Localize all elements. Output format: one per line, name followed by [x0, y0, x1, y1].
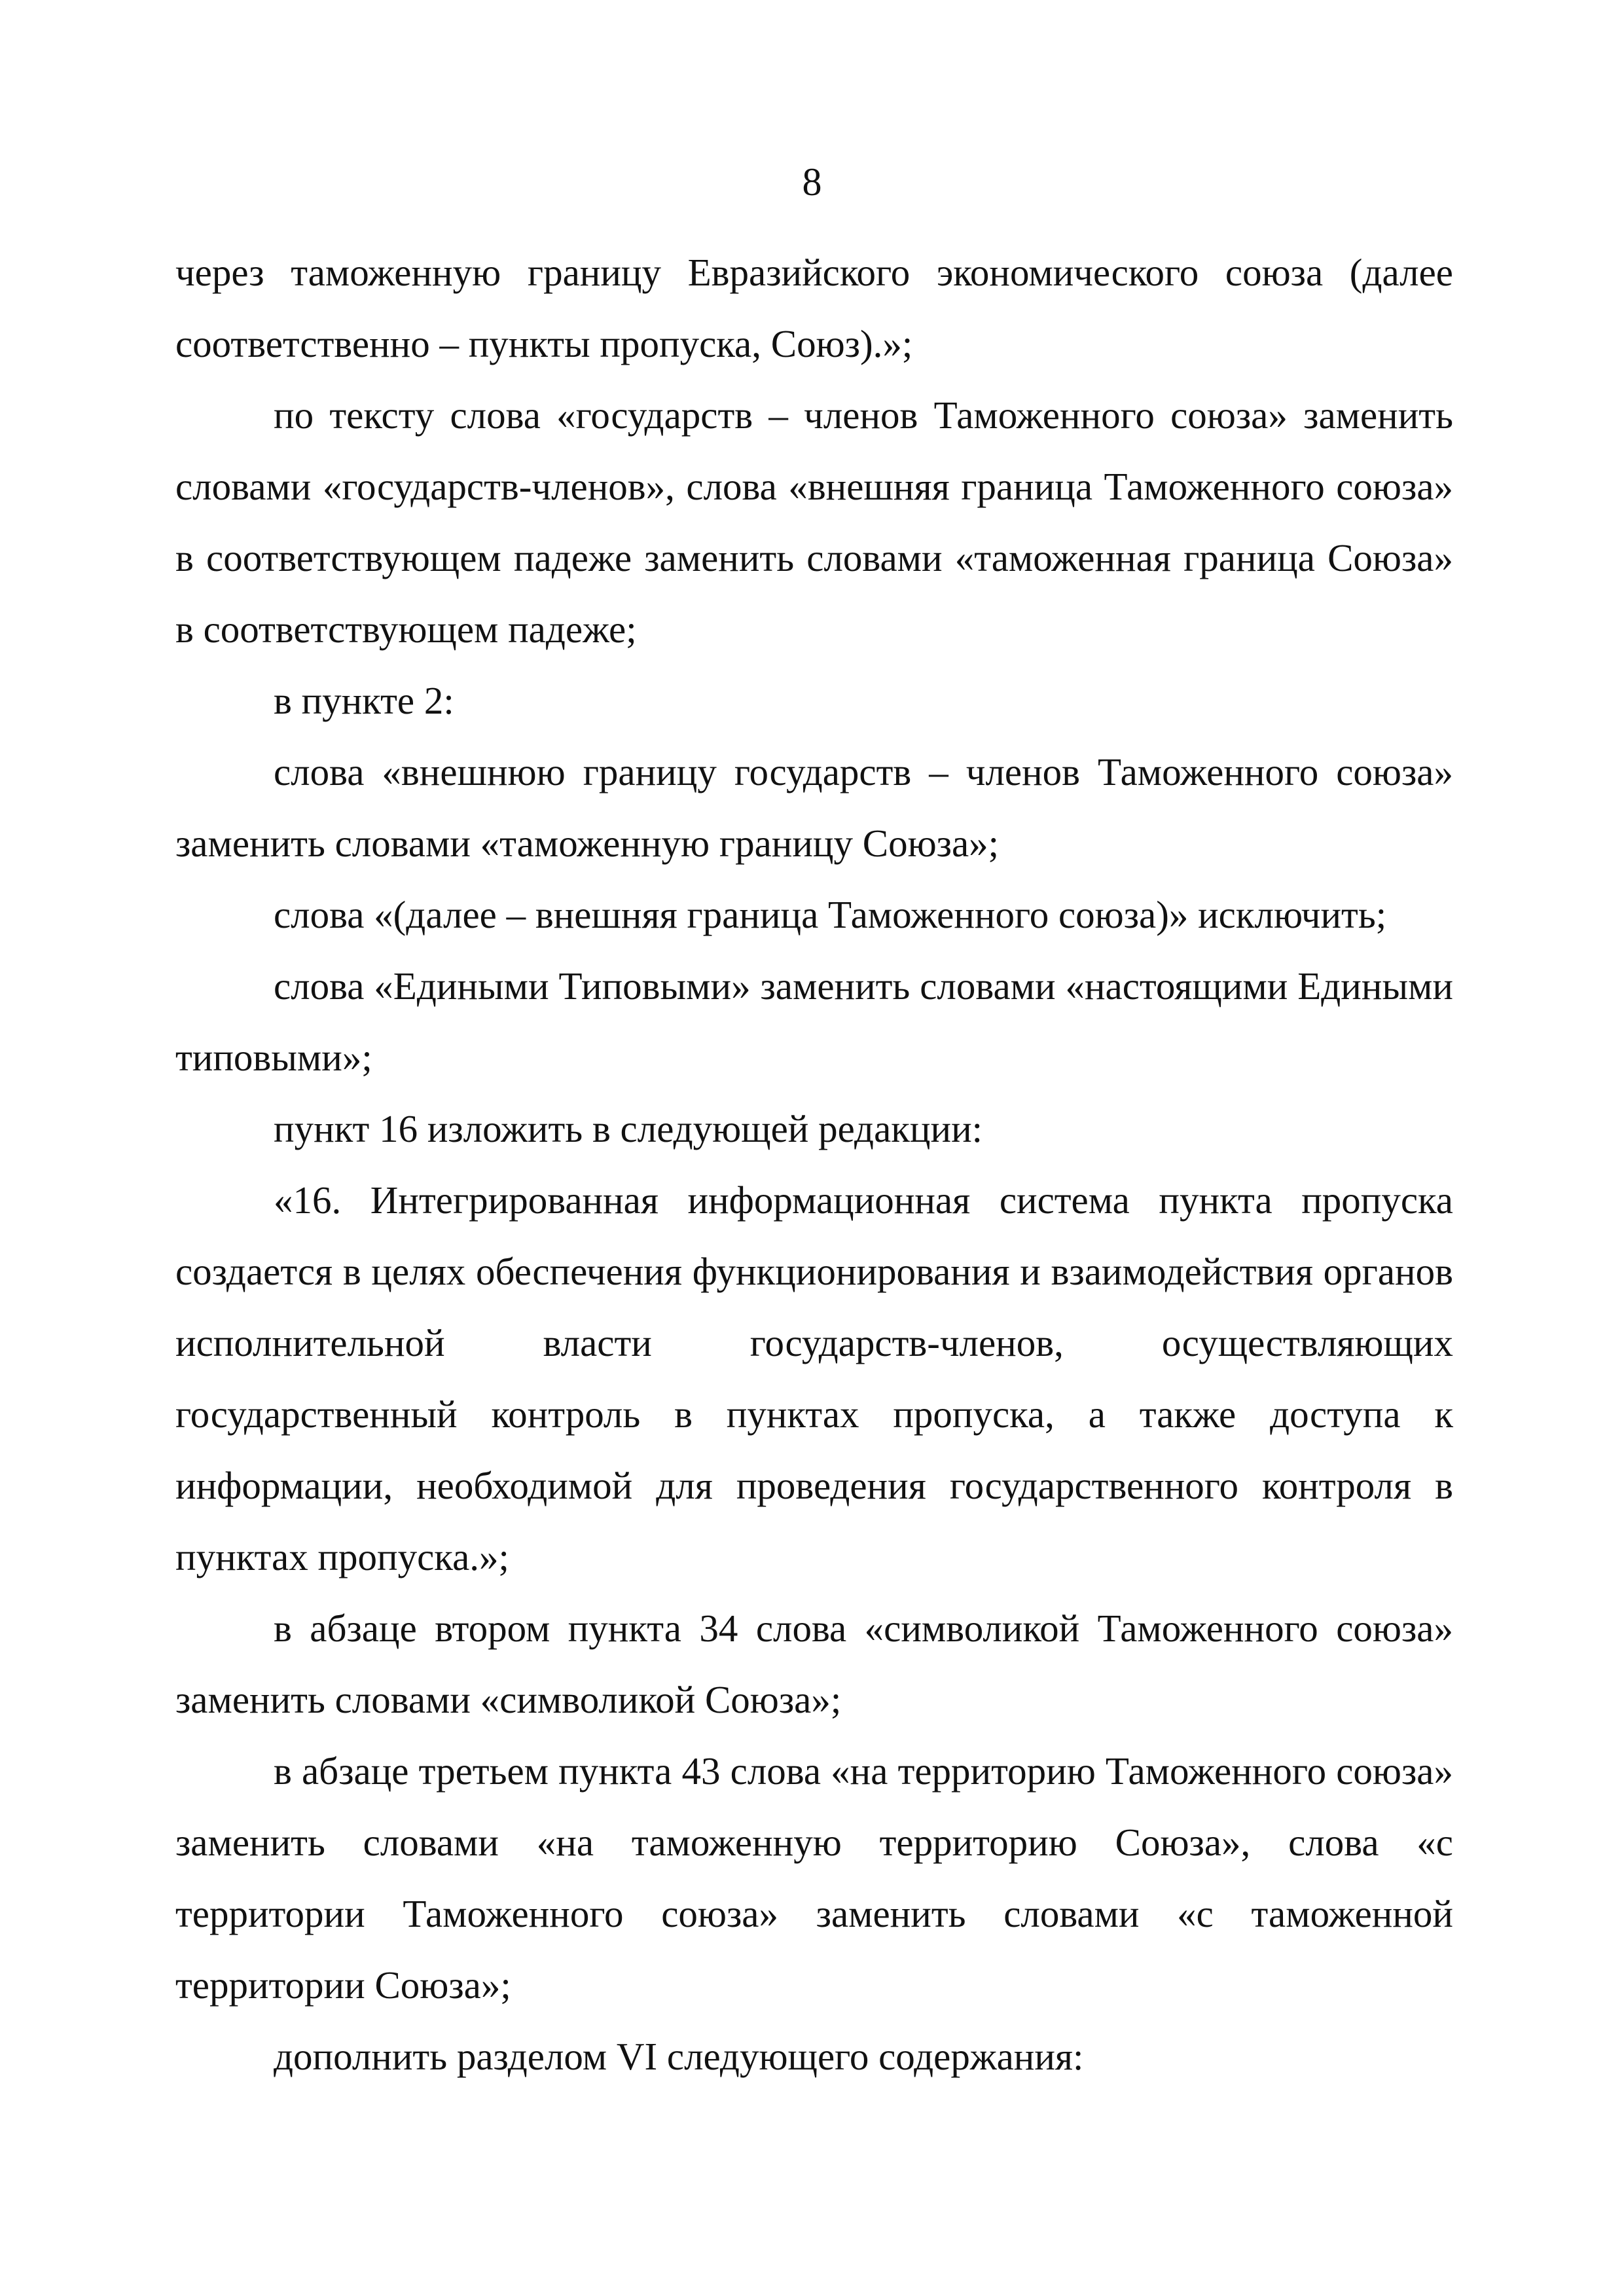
paragraph-section-vi: дополнить разделом VI следующего содержания: — [274, 2035, 1084, 2078]
paragraph-1-continuation: через таможенную границу Евразийского экономического союза (далее соответственно – пункты пропуска, Союз).»; — [175, 251, 1453, 365]
paragraph-point-2-words-1: слова «внешнюю границу государств – членов Таможенного союза» заменить словами «таможенную границу Союза»; — [175, 750, 1453, 865]
paragraph-replace-member-states: по тексту слова «государств – членов Таможенного союза» заменить словами «государств-членов», слова «внешняя граница Таможенного союза» в соответствующем падеже заменить словами «таможенная граница Союза» в соответствующем падеже; — [175, 393, 1453, 651]
paragraph-point-34: в абзаце втором пункта 34 слова «символикой Таможенного союза» заменить словами «символикой Союза»; — [175, 1607, 1453, 1721]
paragraph-point-16-heading: пункт 16 изложить в следующей редакции: — [274, 1107, 983, 1150]
paragraph-point-2-heading: в пункте 2: — [274, 679, 454, 722]
paragraph-point-16-text: «16. Интегрированная информационная система пункта пропуска создается в целях обеспечения функционирования и взаимодействия органов исполнительной власти государств-членов, осуществляющих государственный контроль в пунктах пропуска, а также доступа к информации, необходимой для проведения государственного контроля в пунктах пропуска.»; — [175, 1178, 1453, 1578]
paragraph-point-2-words-3: слова «Едиными Типовыми» заменить словами «настоящими Едиными типовыми»; — [175, 964, 1453, 1079]
document-body — [175, 237, 1453, 2092]
paragraph-point-43: в абзаце третьем пункта 43 слова «на территорию Таможенного союза» заменить словами «на таможенную территорию Союза», слова «с территории Таможенного союза» заменить словами «с таможенной территории Союза»; — [175, 1749, 1453, 2007]
page-number: 8 — [802, 160, 822, 204]
paragraph-point-2-words-2: слова «(далее – внешняя граница Таможенного союза)» исключить; — [274, 893, 1387, 936]
